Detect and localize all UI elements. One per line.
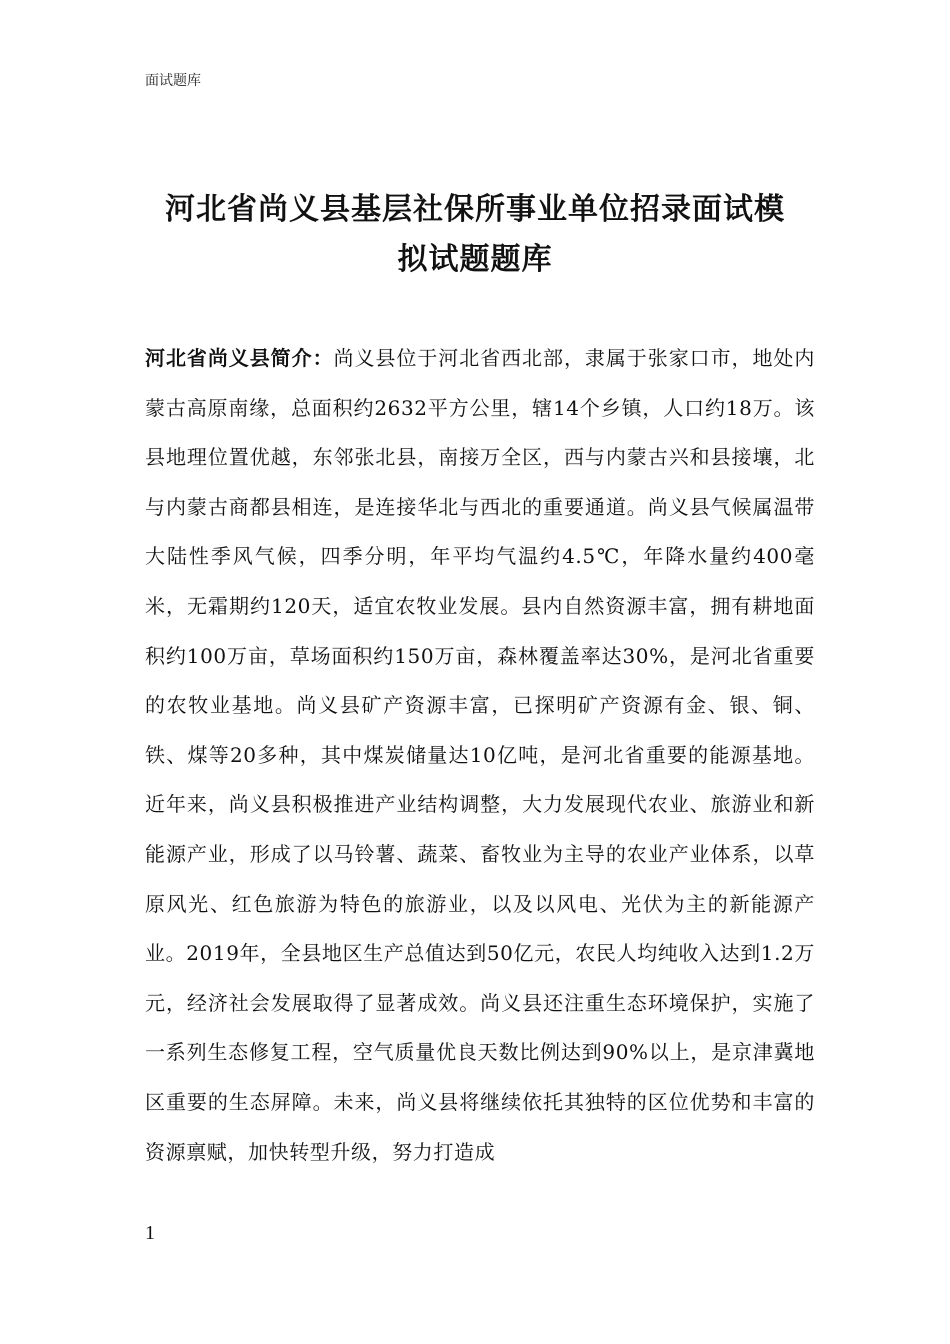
- document-title-line-2: 拟试题题库: [397, 242, 553, 277]
- running-header: 面试题库: [145, 73, 201, 89]
- intro-body: 尚义县位于河北省西北部，隶属于张家口市，地处内蒙古高原南缘，总面积约2632平方公里，辖14个乡镇，人口约18万。该县地理位置优越，东邻张北县，南接万全区，西与内蒙古兴和县接壤，北与内蒙古商都县相连，是连接华北与西北的重要通道。尚义县气候属温带大陆性季风气候，四季分明，年平均气温约4.5℃，年降水量约400毫米，无霜期约120天，适宜农牧业发展。县内自然资源丰富，拥有耕地面积约100万亩，草场面积约150万亩，森林覆盖率达30%，是河北省重要的农牧业基地。尚义县矿产资源丰富，已探明矿产资源有金、银、铜、铁、煤等20多种，其中煤炭储量达10亿吨，是河北省重要的能源基地。近年来，尚义县积极推进产业结构调整，大力发展现代农业、旅游业和新能源产业，形成了以马铃薯、蔬菜、畜牧业为主导的农业产业体系，以草原风光、红色旅游为特色的旅游业，以及以风电、光伏为主的新能源产业。2019年，全县地区生产总值达到50亿元，农民人均纯收入达到1.2万元，经济社会发展取得了显著成效。尚义县还注重生态环境保护，实施了一系列生态修复工程，空气质量优良天数比例达到90%以上，是京津冀地区重要的生态屏障。未来，尚义县将继续依托其独特的区位优势和丰富的资源禀赋，加快转型升级，努力打造成: [145, 346, 815, 1164]
- page-number: 1: [145, 1222, 155, 1244]
- intro-lead: 河北省尚义县简介：: [145, 346, 334, 370]
- intro-paragraph: [145, 334, 815, 1177]
- document-title-line-1: 河北省尚义县基层社保所事业单位招录面试模: [165, 192, 785, 227]
- document-title: [120, 185, 830, 285]
